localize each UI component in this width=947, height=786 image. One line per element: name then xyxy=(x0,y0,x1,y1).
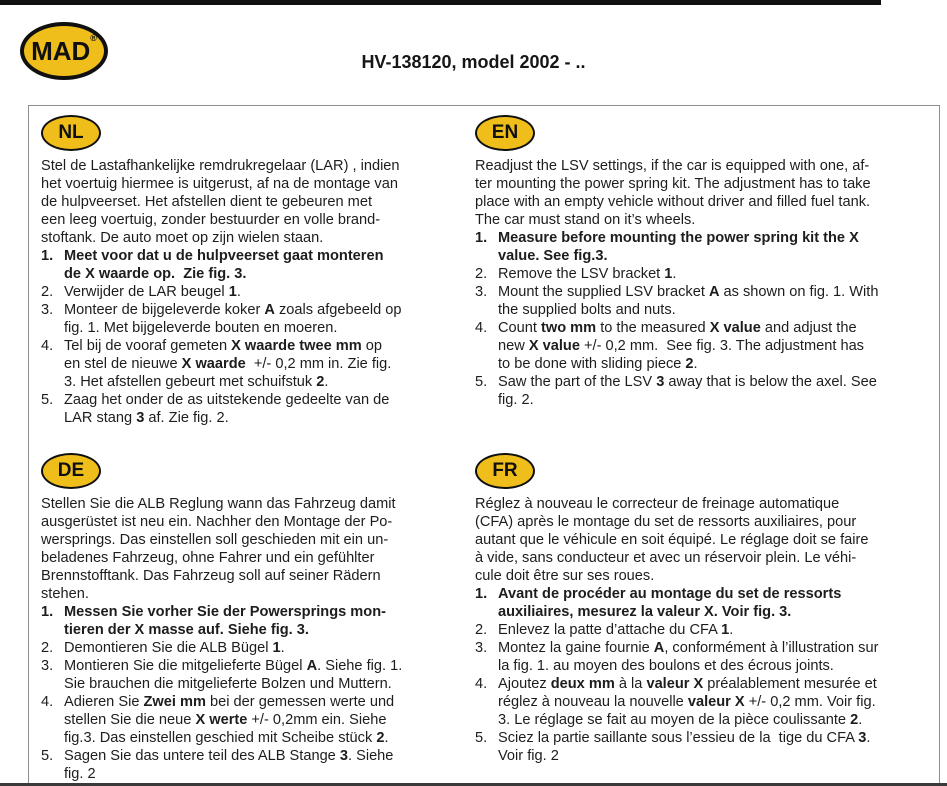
intro-line: The car must stand on it’s wheels. xyxy=(475,212,696,228)
step-number: 5. xyxy=(41,748,54,764)
intro-line: (CFA) après le montage du set de ressorts auxiliaires, pour xyxy=(475,514,857,530)
step-line: fig. 1. Met bijgeleverde bouten en moeren. xyxy=(64,320,338,336)
step-item xyxy=(41,283,465,301)
step-line: Adieren Sie Zwei mm bei der gemessen werte und xyxy=(64,694,395,710)
step-item xyxy=(475,265,932,283)
step-text xyxy=(498,621,932,639)
intro-line: de hulpveerset. Het afstellen dient te gebeuren met xyxy=(41,194,373,210)
step-text xyxy=(498,639,932,675)
instructions-box xyxy=(28,105,940,786)
step-text xyxy=(498,729,932,765)
step-line: new X value +/- 0,2 mm. See fig. 3. The adjustment has xyxy=(498,338,864,354)
step-line: réglez à nouveau la nouvelle valeur X +/- 0,2 mm. Voir fig. xyxy=(498,694,876,710)
step-line: Avant de procéder au montage du set de ressorts xyxy=(498,586,842,602)
step-line: fig.3. Das einstellen geschied mit Scheibe stück 2. xyxy=(64,730,389,746)
step-item xyxy=(41,639,465,657)
step-text xyxy=(498,373,932,409)
step-list-nl xyxy=(41,247,465,427)
step-text xyxy=(64,301,465,337)
step-item xyxy=(41,747,465,783)
step-text xyxy=(64,657,465,693)
intro-line: stehen. xyxy=(41,586,89,602)
step-list-en xyxy=(475,229,932,409)
step-number: 3. xyxy=(475,640,488,656)
step-number: 1. xyxy=(41,248,54,264)
step-item xyxy=(475,675,932,729)
step-line: en stel de nieuwe X waarde +/- 0,2 mm in. Zie fig. xyxy=(64,356,392,372)
step-text xyxy=(498,319,932,373)
step-text xyxy=(64,247,465,283)
step-text xyxy=(498,265,932,283)
step-text xyxy=(64,283,465,301)
step-item xyxy=(475,229,932,265)
intro-line: à vide, sans conducteur et avec un réservoir plein. Le véhi- xyxy=(475,550,857,566)
step-line: la fig. 1. au moyen des boulons et des écrous joints. xyxy=(498,658,834,674)
intro-line: Stel de Lastafhankelijke remdrukregelaar (LAR) , indien xyxy=(41,158,400,174)
step-text xyxy=(498,229,932,265)
step-item xyxy=(41,301,465,337)
step-line: the supplied bolts and nuts. xyxy=(498,302,676,318)
step-number: 5. xyxy=(475,374,488,390)
mad-logo-text: MAD xyxy=(31,35,91,66)
step-number: 1. xyxy=(41,604,54,620)
step-item xyxy=(41,247,465,283)
step-line: Montieren Sie die mitgelieferte Bügel A. Siehe fig. 1. xyxy=(64,658,403,674)
intro-line: ter mounting the power spring kit. The adjustment has to take xyxy=(475,176,871,192)
language-badge-en: EN xyxy=(475,115,535,151)
step-number: 4. xyxy=(41,694,54,710)
document-header xyxy=(0,0,947,105)
step-item xyxy=(475,585,932,621)
step-text xyxy=(64,693,465,747)
step-line: Sagen Sie das untere teil des ALB Stange 3. Siehe xyxy=(64,748,394,764)
step-line: Messen Sie vorher Sie der Powersprings mon- xyxy=(64,604,386,620)
section-de xyxy=(41,453,465,783)
language-badge-fr: FR xyxy=(475,453,535,489)
step-item xyxy=(475,319,932,373)
step-line: tieren der X masse auf. Siehe fig. 3. xyxy=(64,622,309,638)
step-line: Remove the LSV bracket 1. xyxy=(498,266,677,282)
step-line: Monteer de bijgeleverde koker A zoals afgebeeld op xyxy=(64,302,402,318)
step-line: 3. Het afstellen gebeurt met schuifstuk 2. xyxy=(64,374,329,390)
intro-line: Brennstofftank. Das Fahrzeug soll auf seiner Rädern xyxy=(41,568,381,584)
step-item xyxy=(41,337,465,391)
step-line: de X waarde op. Zie fig. 3. xyxy=(64,266,247,282)
step-text xyxy=(64,639,465,657)
intro-line: stoftank. De auto moet op zijn wielen staan. xyxy=(41,230,324,246)
step-number: 5. xyxy=(41,392,54,408)
step-line: to be done with sliding piece 2. xyxy=(498,356,698,372)
step-line: Tel bij de vooraf gemeten X waarde twee mm op xyxy=(64,338,383,354)
step-line: Enlevez la patte d’attache du CFA 1. xyxy=(498,622,734,638)
section-intro-fr xyxy=(475,495,932,585)
step-item xyxy=(475,729,932,765)
section-intro-de xyxy=(41,495,465,603)
step-line: Measure before mounting the power spring kit the X xyxy=(498,230,859,246)
step-list-de xyxy=(41,603,465,783)
step-number: 2. xyxy=(475,622,488,638)
step-number: 3. xyxy=(475,284,488,300)
step-line: stellen Sie die neue X werte +/- 0,2mm ein. Siehe xyxy=(64,712,387,728)
step-number: 1. xyxy=(475,586,488,602)
mad-logo xyxy=(20,22,108,80)
intro-line: het voertuig hiermee is uitgerust, af na de montage van xyxy=(41,176,398,192)
intro-line: een leeg voertuig, zonder bestuurder en volle brand- xyxy=(41,212,381,228)
step-line: Saw the part of the LSV 3 away that is below the axel. See xyxy=(498,374,877,390)
step-text xyxy=(64,747,465,783)
section-en xyxy=(475,115,932,409)
section-intro-nl xyxy=(41,157,465,247)
step-line: Zaag het onder de as uitstekende gedeelte van de xyxy=(64,392,390,408)
step-number: 5. xyxy=(475,730,488,746)
intro-line: ausgerüstet ist neu ein. Nachher den Montage der Po- xyxy=(41,514,393,530)
step-line: auxiliaires, mesurez la valeur X. Voir fig. 3. xyxy=(498,604,792,620)
step-line: Sie brauchen die mitgelieferte Bolzen und Muttern. xyxy=(64,676,392,692)
step-line: 3. Le réglage se fait au moyen de la pièce coulissante 2. xyxy=(498,712,863,728)
step-text xyxy=(498,675,932,729)
step-line: Demontieren Sie die ALB Bügel 1. xyxy=(64,640,285,656)
step-number: 4. xyxy=(41,338,54,354)
intro-line: autant que le véhicule en soit équipé. Le réglage doit se faire xyxy=(475,532,869,548)
intro-line: wersprings. Das einstellen soll geschieden mit ein un- xyxy=(41,532,389,548)
step-text xyxy=(64,337,465,391)
section-intro-en xyxy=(475,157,932,229)
step-line: fig. 2 xyxy=(64,766,96,782)
step-line: LAR stang 3 af. Zie fig. 2. xyxy=(64,410,229,426)
step-item xyxy=(475,373,932,409)
step-line: Voir fig. 2 xyxy=(498,748,559,764)
step-line: Meet voor dat u de hulpveerset gaat monteren xyxy=(64,248,384,264)
step-line: Montez la gaine fournie A, conformément à l’illustration sur xyxy=(498,640,879,656)
step-item xyxy=(41,693,465,747)
step-line: value. See fig.3. xyxy=(498,248,608,264)
step-line: Verwijder de LAR beugel 1. xyxy=(64,284,241,300)
step-text xyxy=(64,391,465,427)
step-number: 1. xyxy=(475,230,488,246)
intro-line: cule doit être sur ses roues. xyxy=(475,568,655,584)
step-line: Sciez la partie saillante sous l’essieu de la tige du CFA 3. xyxy=(498,730,871,746)
step-number: 3. xyxy=(41,658,54,674)
step-item xyxy=(41,603,465,639)
step-text xyxy=(498,283,932,319)
intro-line: Réglez à nouveau le correcteur de freinage automatique xyxy=(475,496,840,512)
section-fr xyxy=(475,453,932,765)
step-list-fr xyxy=(475,585,932,765)
intro-line: Readjust the LSV settings, if the car is equipped with one, af- xyxy=(475,158,870,174)
step-line: Ajoutez deux mm à la valeur X préalablement mesurée et xyxy=(498,676,877,692)
intro-line: beladenes Fahrzeug, ohne Fahrer und ein gefühlter xyxy=(41,550,375,566)
step-text xyxy=(498,585,932,621)
step-number: 4. xyxy=(475,320,488,336)
step-item xyxy=(475,639,932,675)
section-nl xyxy=(41,115,465,427)
language-badge-nl: NL xyxy=(41,115,101,151)
step-line: fig. 2. xyxy=(498,392,534,408)
step-line: Mount the supplied LSV bracket A as shown on fig. 1. With xyxy=(498,284,879,300)
step-item xyxy=(475,621,932,639)
step-item xyxy=(41,391,465,427)
registered-trademark-icon: ® xyxy=(90,33,97,43)
intro-line: Stellen Sie die ALB Reglung wann das Fahrzeug damit xyxy=(41,496,396,512)
language-badge-de: DE xyxy=(41,453,101,489)
step-number: 3. xyxy=(41,302,54,318)
step-number: 2. xyxy=(475,266,488,282)
step-number: 2. xyxy=(41,640,54,656)
step-number: 4. xyxy=(475,676,488,692)
intro-line: place with an empty vehicle without driver and filled fuel tank. xyxy=(475,194,871,210)
step-line: Count two mm to the measured X value and adjust the xyxy=(498,320,857,336)
page-title: HV-138120, model 2002 - .. xyxy=(361,52,586,72)
step-item xyxy=(475,283,932,319)
step-text xyxy=(64,603,465,639)
step-item xyxy=(41,657,465,693)
step-number: 2. xyxy=(41,284,54,300)
language-sections-grid xyxy=(41,115,931,783)
